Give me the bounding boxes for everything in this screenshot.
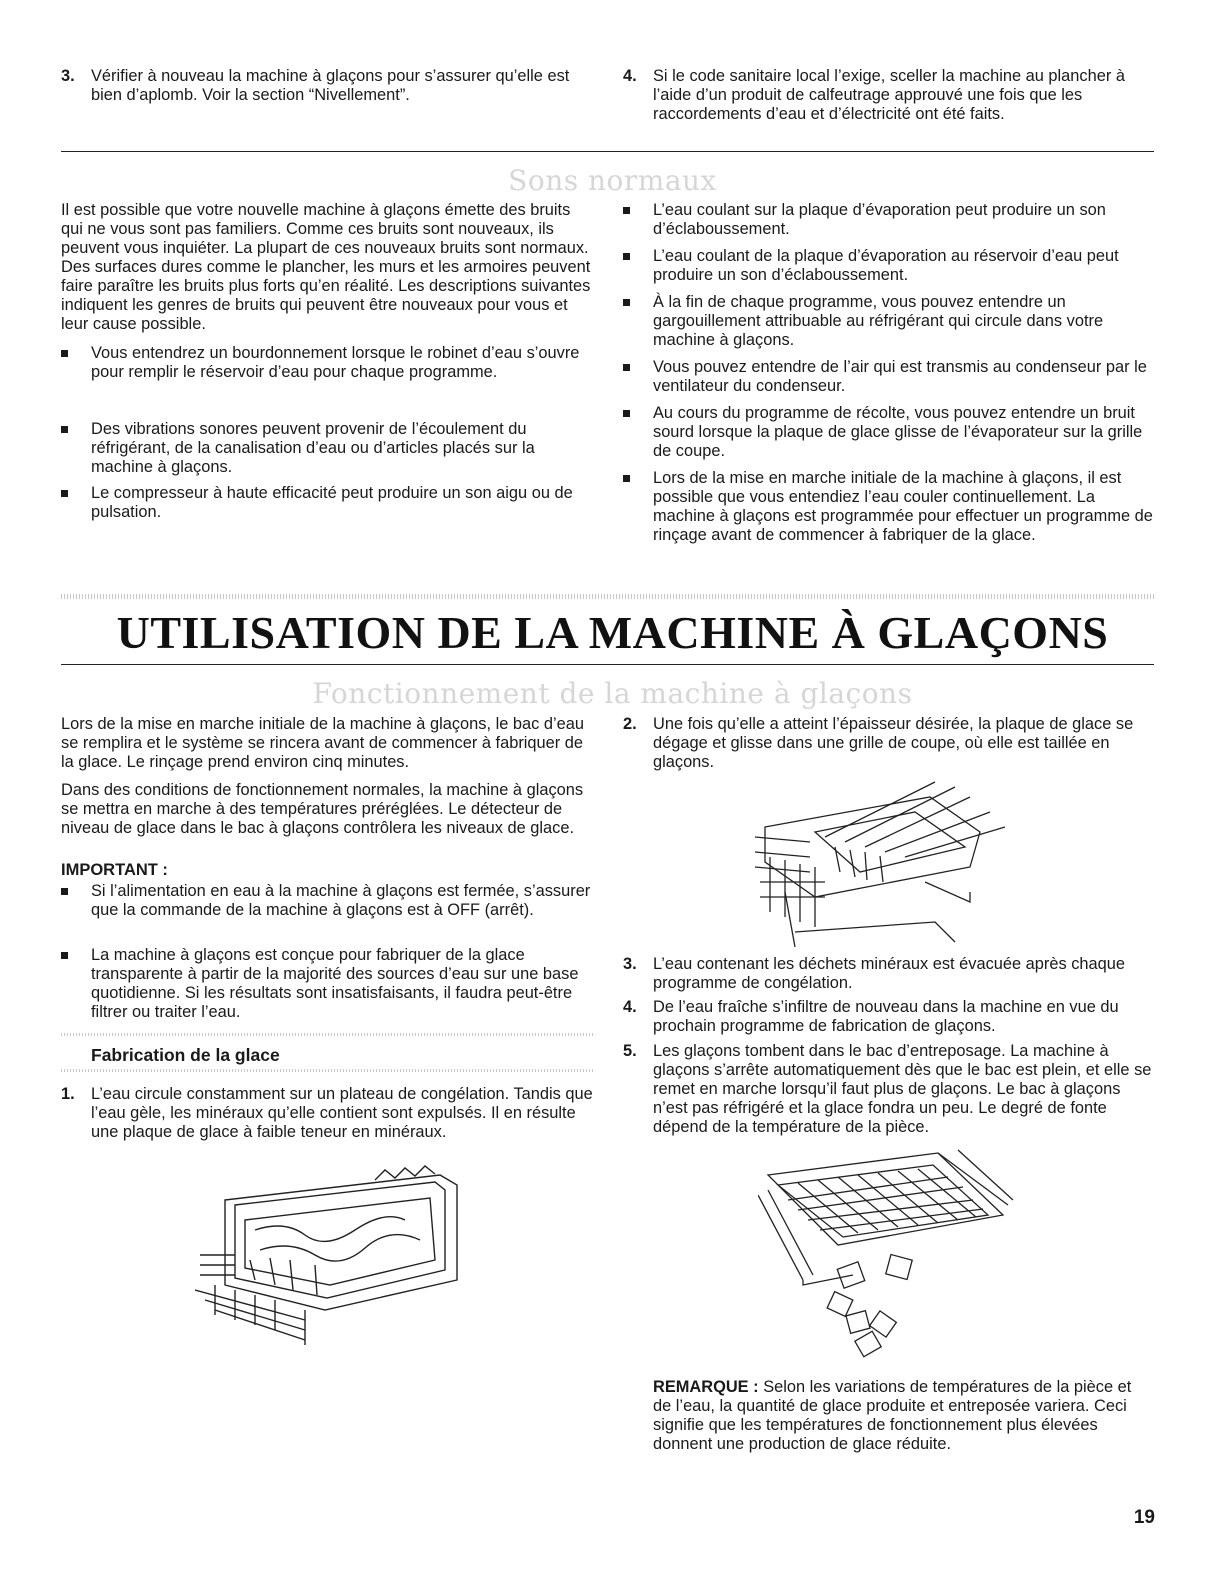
note bbox=[653, 1378, 1153, 1454]
list-item: À la fin de chaque programme, vous pouvez entendre un gargouillement attribuable au réfrigérant qui circule dans votre machine à glaçons. bbox=[623, 293, 1158, 350]
bullet-icon bbox=[623, 475, 630, 482]
bullet-icon bbox=[61, 350, 68, 357]
bullet-icon bbox=[61, 490, 68, 497]
note-label: REMARQUE : bbox=[653, 1378, 759, 1396]
hatched-divider bbox=[61, 1033, 594, 1036]
item-text: Vérifier à nouveau la machine à glaçons pour s’assurer qu’elle est bien d’aplomb. Voir la section “Nivellement”. bbox=[91, 67, 570, 104]
item-number: 4. bbox=[623, 67, 637, 85]
sons-intro: Il est possible que votre nouvelle machine à glaçons émette des bruits qui ne vous sont pas familiers. Comme ces bruits sont nouveaux, ils peuvent vous inquiéter. La plupart de ces nouveaux bruits sont normaux. Des surfaces dures comme le plancher, les murs et les armoires peuvent faire paraître les bruits plus forts qu’en réalité. Les descriptions suivantes indiquent les genres de bruits qui peuvent être nouveaux pour vous et leur cause possible. bbox=[61, 201, 591, 333]
step-3: 3. L’eau contenant les déchets minéraux est évacuée après chaque programme de congélation. bbox=[623, 955, 1126, 992]
step-4: 4. De l’eau fraîche s’infiltre de nouveau dans la machine en vue du prochain programme de fabrication de glaçons. bbox=[623, 998, 1119, 1035]
list-item: L’eau coulant de la plaque d’évaporation au réservoir d’eau peut produire un son d’éclaboussement. bbox=[623, 247, 1158, 285]
top-item-4 bbox=[623, 67, 1158, 124]
falling-ice-cubes-illustration bbox=[758, 1145, 1016, 1370]
cutter-grid-illustration bbox=[755, 772, 1020, 947]
bullet-icon bbox=[623, 207, 630, 214]
list-item: La machine à glaçons est conçue pour fabriquer de la glace transparente à partir de la majorité des sources d’eau sur une base quotidienne. Si les résultats sont insatisfaisants, il faudra peut-être filtrer ou traiter l’eau. bbox=[61, 946, 596, 1022]
item-text: Si le code sanitaire local l’exige, sceller la machine au plancher à l’aide d’un produit de calfeutrage approuvé une fois que les raccordements d’eau et d’électricité ont été faits. bbox=[653, 67, 1125, 123]
section-title-sons-normaux: Sons normaux bbox=[508, 164, 717, 197]
step-5: 5. Les glaçons tombent dans le bac d’entreposage. La machine à glaçons s’arrête automatiquement dès que le bac est plein, et elle se remet en marche lorsqu’il faut plus de glaçons. Le bac à glaçons n’est pas réfrigéré et la glace fondra un peu. Le degré de fonte dépend de la température de la pièce. bbox=[623, 1042, 1152, 1136]
paragraph: Lors de la mise en marche initiale de la machine à glaçons, le bac d’eau se remplira et le système se rincera avant de commencer à fabriquer de la glace. Le rinçage prend environ cinq minutes. bbox=[61, 715, 584, 771]
list-item: Des vibrations sonores peuvent provenir de l’écoulement du réfrigérant, de la canalisation d’eau ou d’articles placés sur la machine à glaçons. bbox=[61, 420, 596, 477]
page-title: UTILISATION DE LA MACHINE À GLAÇONS bbox=[116, 607, 1109, 658]
list-item: Si l’alimentation en eau à la machine à glaçons est fermée, s’assurer que la commande de la machine à glaçons est à OFF (arrêt). bbox=[61, 882, 596, 920]
section-title-fonctionnement: Fonctionnement de la machine à glaçons bbox=[312, 677, 913, 710]
page-number: 19 bbox=[1133, 1507, 1155, 1528]
step-2: 2. Une fois qu’elle a atteint l’épaisseur désirée, la plaque de glace se dégage et glisse dans une grille de coupe, où elle est taillée en glaçons. bbox=[623, 715, 1134, 771]
bullet-icon bbox=[61, 952, 68, 959]
hatched-divider bbox=[61, 594, 1154, 599]
section-divider bbox=[61, 151, 1154, 152]
paragraph: Dans des conditions de fonctionnement normales, la machine à glaçons se mettra en marche à des températures préréglées. Le détecteur de niveau de glace dans le bac à glaçons contrôlera les niveaux de glace. bbox=[61, 781, 584, 837]
list-item: Vous pouvez entendre de l’air qui est transmis au condenseur par le ventilateur du condenseur. bbox=[623, 358, 1158, 396]
item-number: 3. bbox=[61, 67, 75, 85]
step-1: 1. L’eau circule constamment sur un plateau de congélation. Tandis que l’eau gèle, les minéraux qu’elle contient sont expulsés. Il en résulte une plaque de glace à faible teneur en minéraux. bbox=[61, 1085, 593, 1141]
list-item: Le compresseur à haute efficacité peut produire un son aigu ou de pulsation. bbox=[61, 484, 596, 522]
bullet-icon bbox=[61, 426, 68, 433]
list-item: Lors de la mise en marche initiale de la machine à glaçons, il est possible que vous entendiez l’eau couler continuellement. La machine à glaçons est programmée pour effectuer un programme de rinçage avant de commencer à fabriquer de la glace. bbox=[623, 469, 1158, 545]
list-item: L’eau coulant sur la plaque d’évaporation peut produire un son d’éclaboussement. bbox=[623, 201, 1158, 239]
bullet-icon bbox=[623, 253, 630, 260]
bullet-icon bbox=[623, 299, 630, 306]
top-item-3 bbox=[61, 67, 601, 105]
important-label: IMPORTANT : bbox=[61, 861, 168, 879]
freezing-plate-illustration bbox=[195, 1160, 470, 1345]
list-item: Au cours du programme de récolte, vous pouvez entendre un bruit sourd lorsque la plaque de glace glisse de l’évaporateur sur la grille de coupe. bbox=[623, 404, 1158, 461]
section-divider bbox=[61, 664, 1154, 665]
note-text: Selon les variations de températures de la pièce et de l’eau, la quantité de glace produite et entreposée variera. Ceci signifie que les températures de fonctionnement plus élevées donnent une production de glace réduite. bbox=[653, 1378, 1132, 1453]
bullet-icon bbox=[623, 410, 630, 417]
hatched-divider bbox=[61, 1069, 594, 1072]
bullet-icon bbox=[61, 888, 68, 895]
bullet-icon bbox=[623, 364, 630, 371]
list-item: Vous entendrez un bourdonnement lorsque le robinet d’eau s’ouvre pour remplir le réservoir d’eau pour chaque programme. bbox=[61, 344, 596, 382]
subhead-fabrication: Fabrication de la glace bbox=[91, 1045, 280, 1065]
